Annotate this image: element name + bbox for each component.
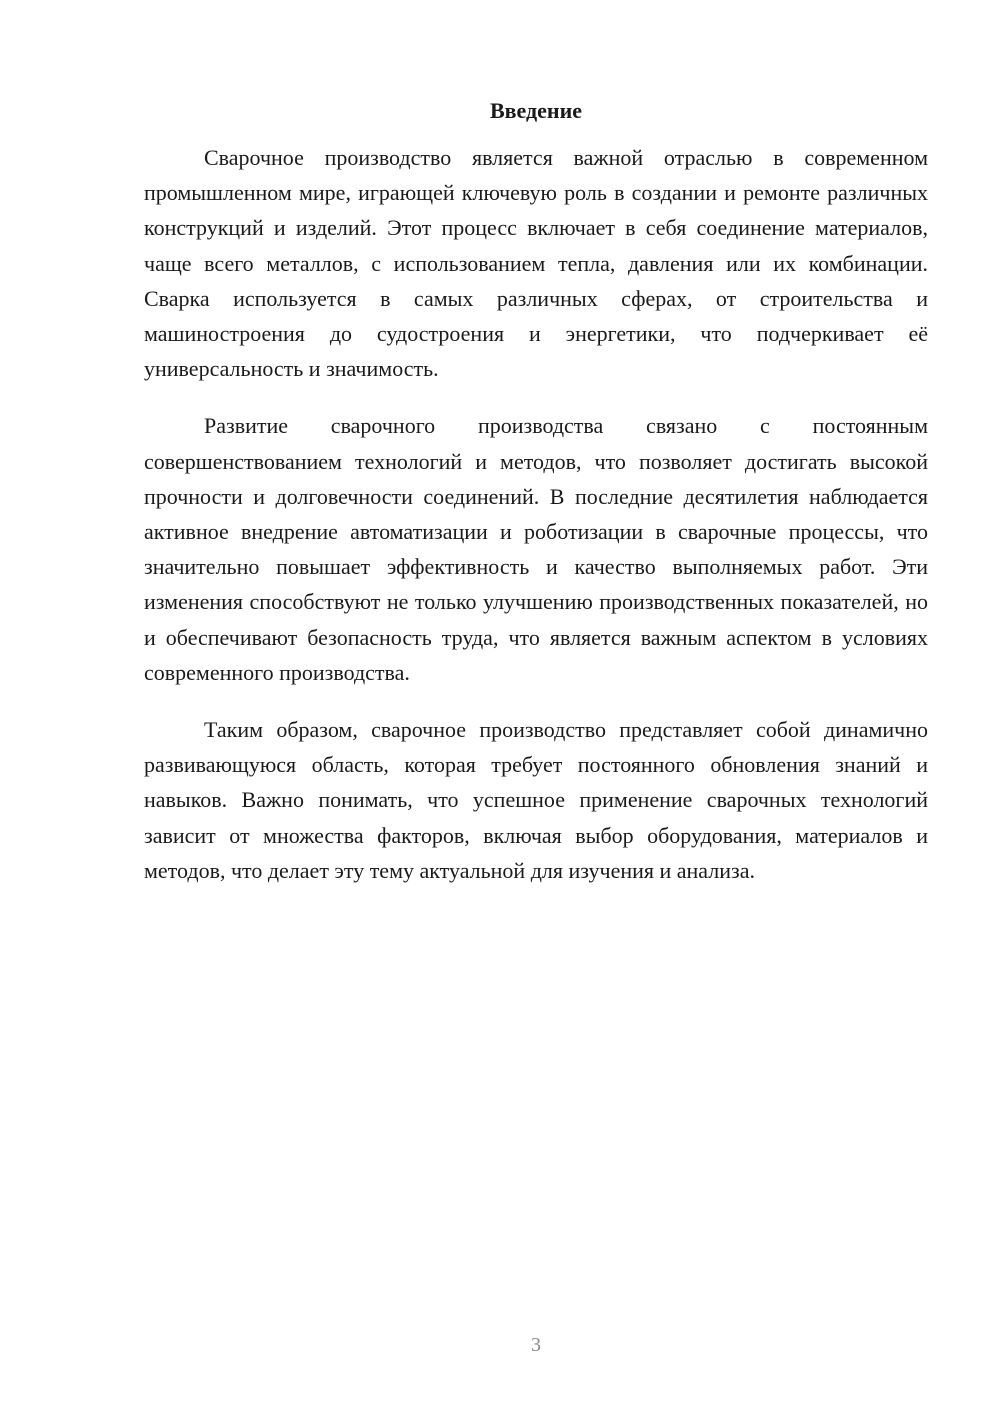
page-content <box>144 96 928 910</box>
paragraph-2: Развитие сварочного производства связано с постоянным совершенствованием технологий и методов, что позволяет достигать высокой прочности и долговечности соединений. В последние десятилетия наблюдается активное внедрение автоматизации и роботизации в сварочные процессы, что значительно повышает эффективность и качество выполняемых работ. Эти изменения способствуют не только улучшению производственных показателей, но и обеспечивают безопасность труда, что является важным аспектом в условиях современного производства. <box>144 413 928 685</box>
paragraph-1: Сварочное производство является важной отраслью в современном промышленном мире, играющей ключевую роль в создании и ремонте различных конструкций и изделий. Этот процесс включает в себя соединение материалов, чаще всего металлов, с использованием тепла, давления или их комбинации. Сварка используется в самых различных сферах, от строительства и машиностроения до судостроения и энергетики, что подчеркивает её универсальность и значимость. <box>144 145 928 382</box>
section-heading: Введение <box>489 98 583 123</box>
paragraph-3: Таким образом, сварочное производство представляет собой динамично развивающуюся область, которая требует постоянного обновления знаний и навыков. Важно понимать, что успешное применение сварочных технологий зависит от множества факторов, включая выбор оборудования, материалов и методов, что делает эту тему актуальной для изучения и анализа. <box>144 717 928 883</box>
page-number: 3 <box>531 1334 541 1356</box>
